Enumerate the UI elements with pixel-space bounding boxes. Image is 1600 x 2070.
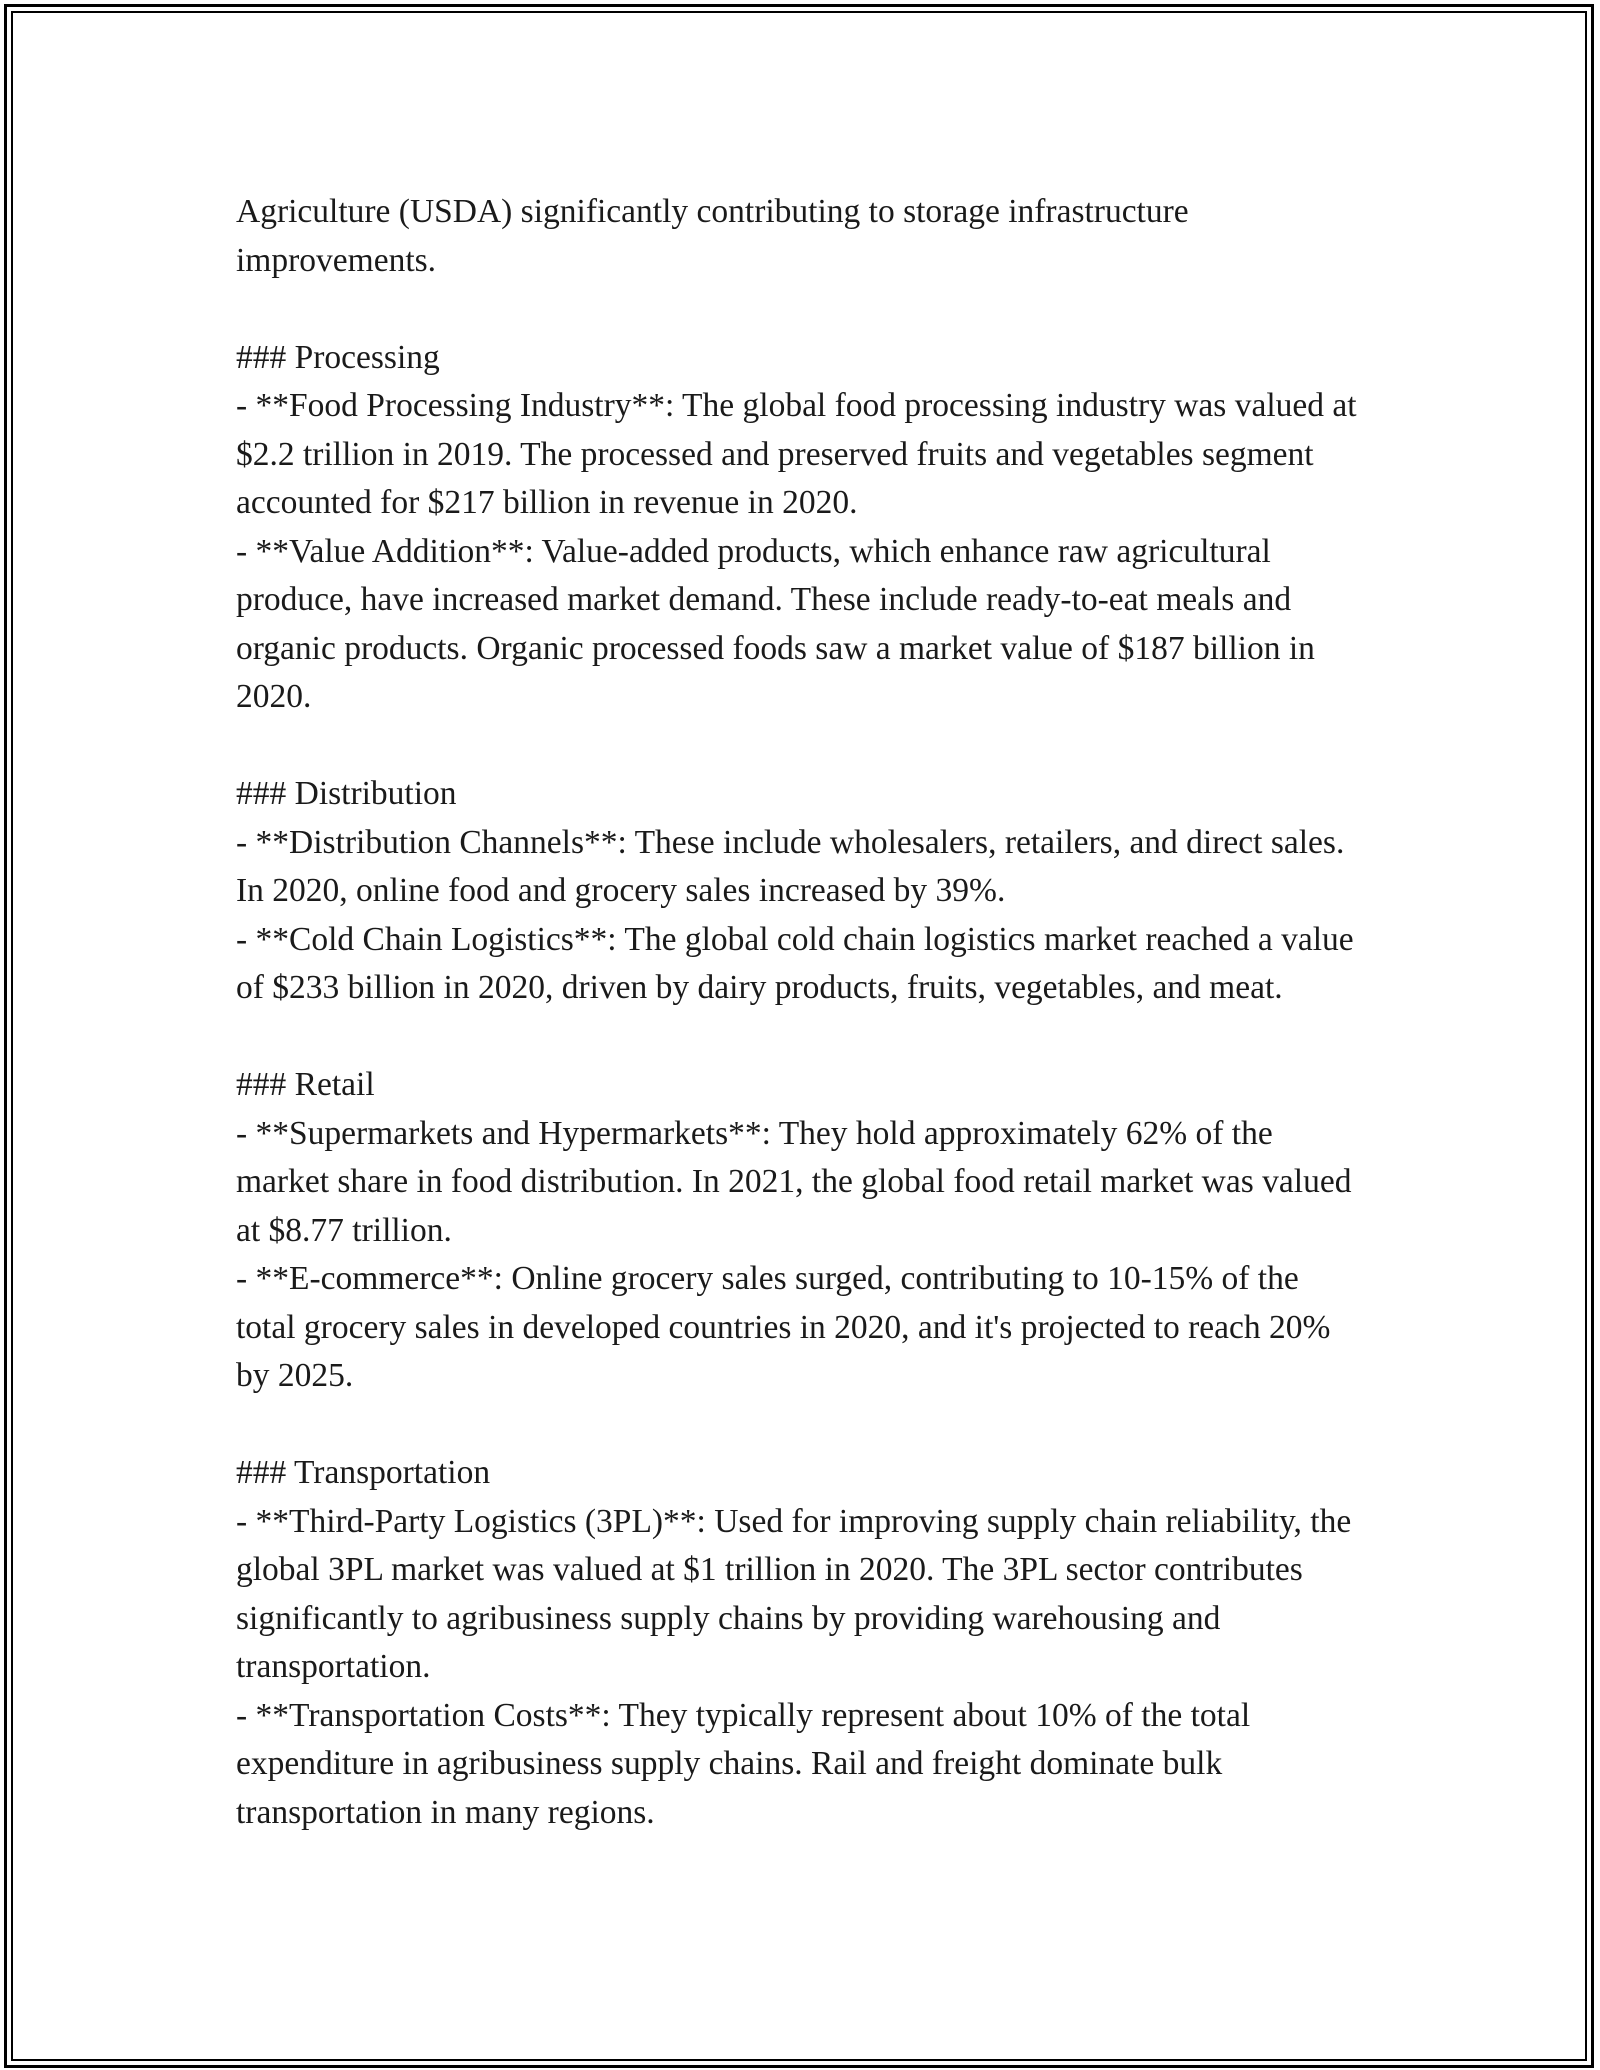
document-body: [236, 188, 1366, 1837]
bullet-item: - **Distribution Channels**: These include wholesalers, retailers, and direct sales. In 2020, online food and grocery sales increased by 39%.: [236, 823, 1345, 909]
section-processing: [236, 334, 1366, 722]
bullet-item: - **Cold Chain Logistics**: The global cold chain logistics market reached a value of $233 billion in 2020, driven by dairy products, fruits, vegetables, and meat.: [236, 920, 1354, 1006]
intro-paragraph: Agriculture (USDA) significantly contributing to storage infrastructure improvements.: [236, 193, 1189, 279]
section-retail: [236, 1061, 1366, 1401]
section-heading: ### Distribution: [236, 775, 457, 812]
bullet-item: - **Value Addition**: Value-added products, which enhance raw agricultural produce, have increased market demand. These include ready-to-eat meals and organic products. Organic processed foods saw a market value of $187 billion in 2020.: [236, 532, 1315, 715]
bullet-item: - **Transportation Costs**: They typically represent about 10% of the total expenditure in agribusiness supply chains. Rail and freight dominate bulk transportation in many regions.: [236, 1696, 1251, 1831]
bullet-item: - **E-commerce**: Online grocery sales surged, contributing to 10-15% of the total grocery sales in developed countries in 2020, and it's projected to reach 20% by 2025.: [236, 1260, 1331, 1394]
section-transportation: [236, 1449, 1366, 1837]
bullet-item: - **Supermarkets and Hypermarkets**: They hold approximately 62% of the market share in food distribution. In 2021, the global food retail market was valued at $8.77 trillion.: [236, 1114, 1352, 1249]
bullet-item: - **Third-Party Logistics (3PL)**: Used for improving supply chain reliability, the global 3PL market was valued at $1 trillion in 2020. The 3PL sector contributes significantly to agribusiness supply chains by providing warehousing and transportation.: [236, 1502, 1352, 1685]
section-heading: ### Processing: [236, 338, 440, 376]
section-heading: ### Retail: [236, 1066, 375, 1103]
section-distribution: [236, 770, 1366, 1013]
bullet-item: - **Food Processing Industry**: The global food processing industry was valued at $2.2 trillion in 2019. The processed and preserved fruits and vegetables segment accounted for $217 billion in revenue in 2020.: [236, 387, 1357, 521]
section-heading: ### Transportation: [236, 1454, 491, 1491]
